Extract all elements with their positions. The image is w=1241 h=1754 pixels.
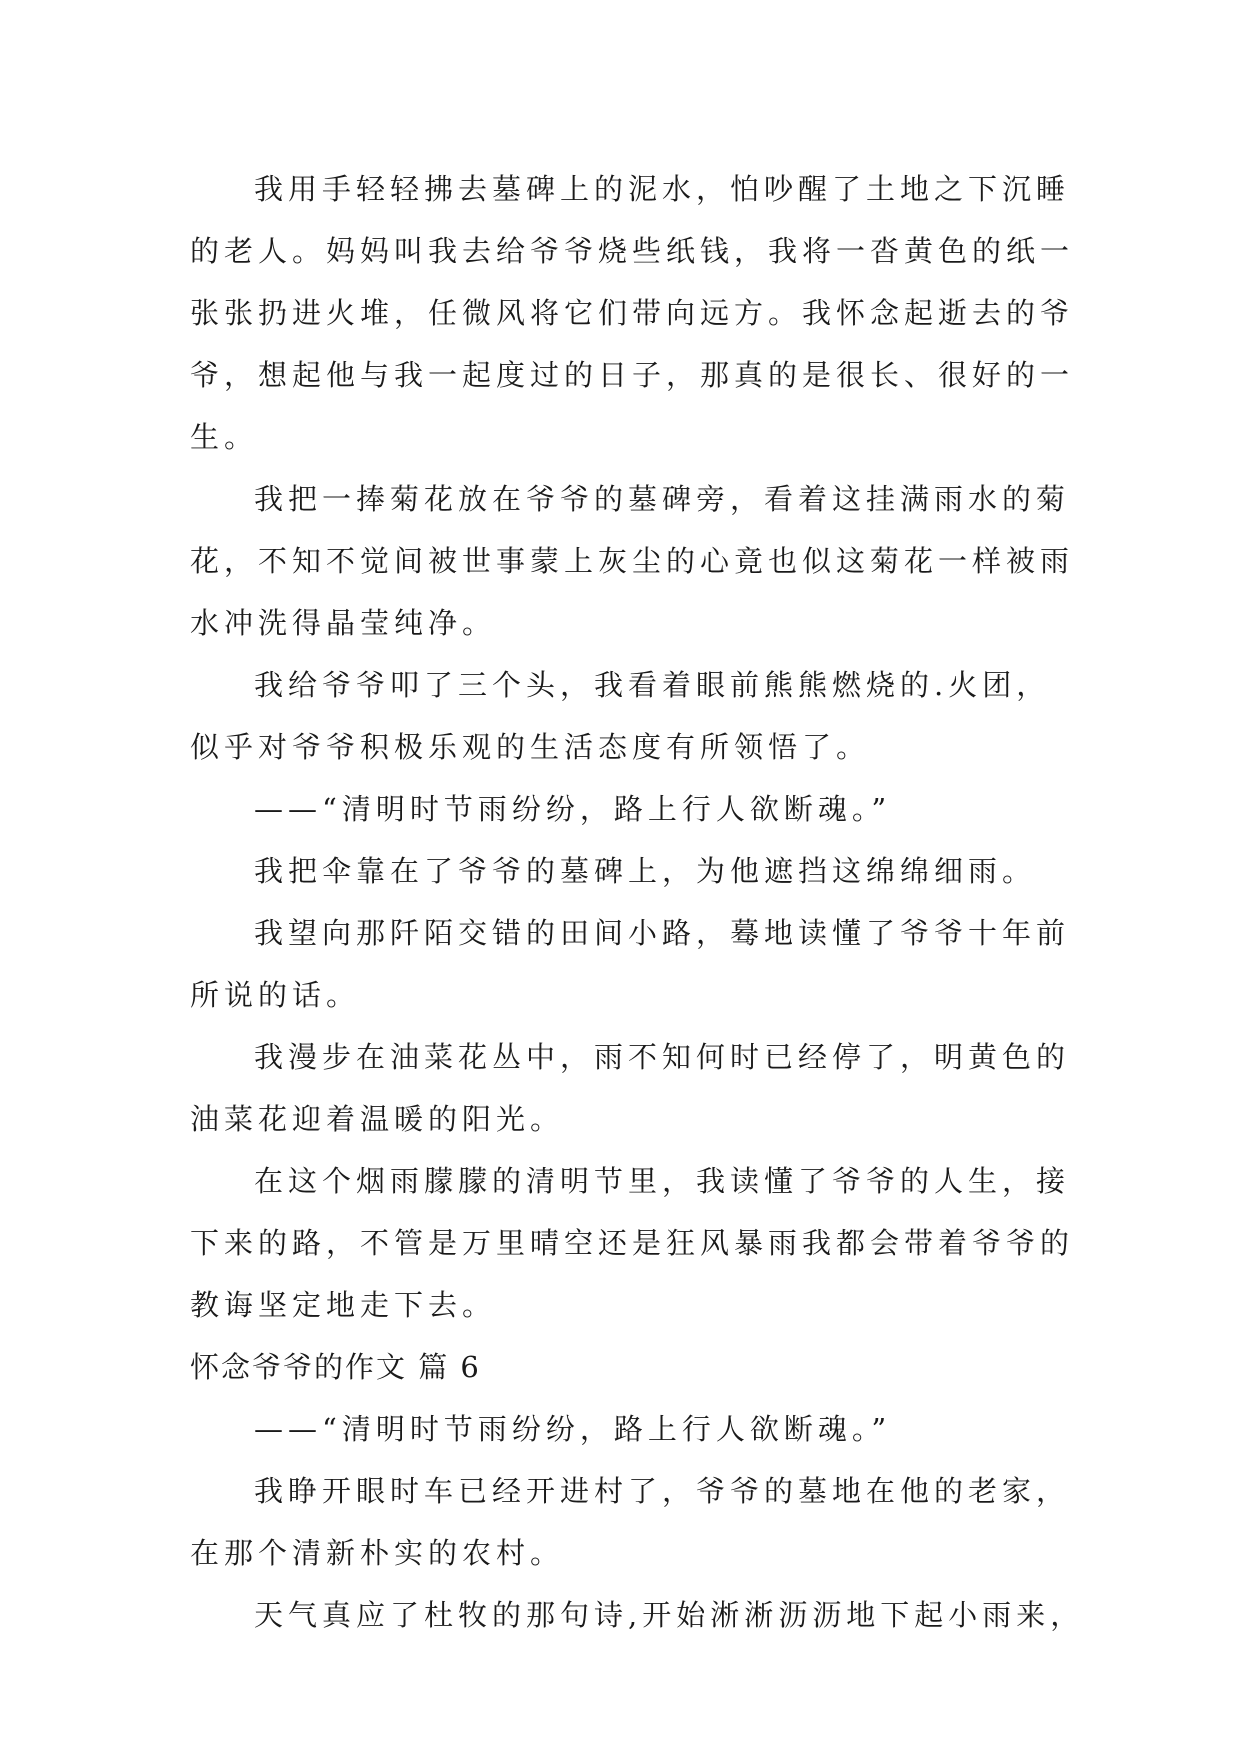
text-line: 在这个烟雨朦朦的清明节里，我读懂了爷爷的人生，接 bbox=[254, 1164, 1071, 1198]
text-line: 所说的话。 bbox=[190, 978, 361, 1012]
text-line: 我把一捧菊花放在爷爷的墓碑旁，看着这挂满雨水的菊 bbox=[254, 482, 1071, 516]
text-line: 我用手轻轻拂去墓碑上的泥水，怕吵醒了土地之下沉睡 bbox=[254, 172, 1071, 206]
text-line: 下来的路，不管是万里晴空还是狂风暴雨我都会带着爷爷的 bbox=[190, 1226, 1075, 1260]
text-line: 似乎对爷爷积极乐观的生活态度有所领悟了。 bbox=[190, 730, 871, 764]
text-line: 我把伞靠在了爷爷的墓碑上，为他遮挡这绵绵细雨。 bbox=[254, 854, 1037, 888]
text-line: 我望向那阡陌交错的田间小路，蓦地读懂了爷爷十年前 bbox=[254, 916, 1071, 950]
text-line: 花，不知不觉间被世事蒙上灰尘的心竟也似这菊花一样被雨 bbox=[190, 544, 1075, 578]
text-line: 教诲坚定地走下去。 bbox=[190, 1288, 497, 1322]
text-line: 天气真应了杜牧的那句诗,开始淅淅沥沥地下起小雨来， bbox=[254, 1598, 1085, 1632]
section-heading: 怀念爷爷的作文 篇 6 bbox=[190, 1350, 481, 1384]
text-line: ——“清明时节雨纷纷，路上行人欲断魂。” bbox=[254, 792, 892, 826]
text-line: 爷，想起他与我一起度过的日子，那真的是很长、很好的一 bbox=[190, 358, 1075, 392]
text-line: 生。 bbox=[190, 420, 259, 454]
text-line: 在那个清新朴实的农村。 bbox=[190, 1536, 565, 1570]
text-line: 我给爷爷叩了三个头，我看着眼前熊熊燃烧的.火团， bbox=[254, 668, 1051, 702]
text-line: 的老人。妈妈叫我去给爷爷烧些纸钱，我将一沓黄色的纸一 bbox=[190, 234, 1075, 268]
text-line: 张张扔进火堆，任微风将它们带向远方。我怀念起逝去的爷 bbox=[190, 296, 1075, 330]
text-line: ——“清明时节雨纷纷，路上行人欲断魂。” bbox=[254, 1412, 892, 1446]
text-line: 油菜花迎着温暖的阳光。 bbox=[190, 1102, 565, 1136]
text-line: 我漫步在油菜花丛中，雨不知何时已经停了，明黄色的 bbox=[254, 1040, 1071, 1074]
text-line: 我睁开眼时车已经开进村了，爷爷的墓地在他的老家， bbox=[254, 1474, 1071, 1508]
document-body bbox=[190, 158, 1085, 1646]
text-line: 水冲洗得晶莹纯净。 bbox=[190, 606, 497, 640]
